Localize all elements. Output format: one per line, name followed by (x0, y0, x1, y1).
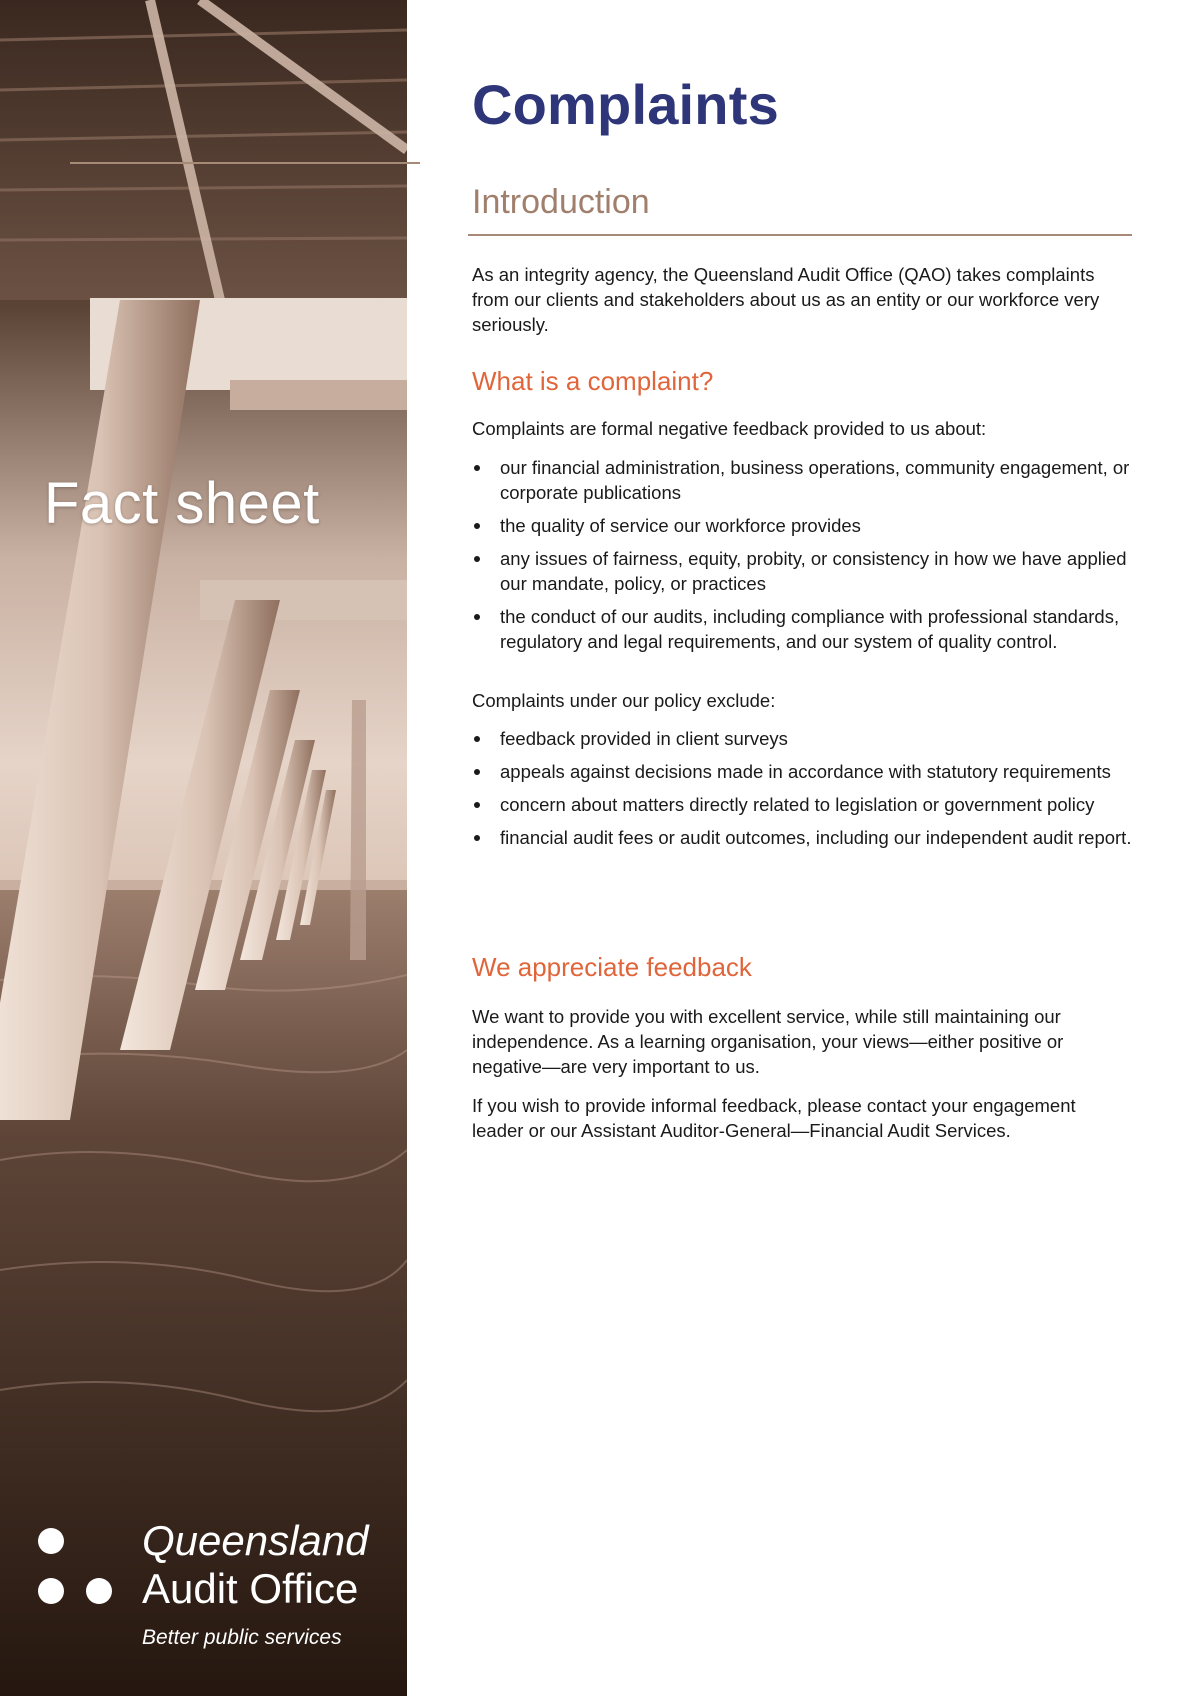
logo-dot-icon (38, 1528, 64, 1554)
introduction-divider (468, 234, 1132, 236)
introduction-paragraph: As an integrity agency, the Queensland Audit Office (QAO) takes complaints from our clients and stakeholders about us as an entity or our workforce very seriously. (472, 264, 1100, 335)
feedback-heading: We appreciate feedback (472, 952, 752, 982)
list-item: our financial administration, business operations, community engagement, or corporate publications (472, 455, 1132, 505)
logo-dot-icon (86, 1578, 112, 1604)
list-item: the quality of service our workforce provides (472, 513, 1132, 538)
jetty-photo-illustration (0, 0, 407, 1696)
list-item: the conduct of our audits, including compliance with professional standards, regulatory and legal requirements, and our system of quality control. (472, 604, 1132, 654)
list-item: feedback provided in client surveys (472, 726, 1132, 751)
fact-sheet-label: Fact sheet (44, 471, 320, 536)
exclusions-lead-in: Complaints under our policy exclude: (472, 690, 776, 711)
title-accent-line (70, 162, 420, 164)
feedback-paragraph-2: If you wish to provide informal feedback, please contact your engagement leader or our Assistant Auditor-General—Financial Audit Services. (472, 1095, 1076, 1141)
complaint-list (472, 455, 1132, 662)
feedback-paragraph-1: We want to provide you with excellent service, while still maintaining our independence. As a learning organisation, your views—either positive or negative—are very important to us. (472, 1006, 1064, 1077)
what-is-complaint-heading: What is a complaint? (472, 366, 714, 396)
logo-name-line2: Audit Office (142, 1565, 359, 1612)
introduction-heading: Introduction (472, 183, 650, 221)
page-title: Complaints (472, 73, 779, 136)
qao-logo (36, 1512, 396, 1662)
list-item: any issues of fairness, equity, probity, or consistency in how we have applied our mandate, policy, or practices (472, 546, 1132, 596)
list-item: concern about matters directly related to legislation or government policy (472, 792, 1132, 817)
logo-name-line1: Queensland (142, 1517, 369, 1564)
cover-photo-panel (0, 0, 407, 1696)
list-item: appeals against decisions made in accordance with statutory requirements (472, 759, 1132, 784)
complaint-lead-in: Complaints are formal negative feedback provided to us about: (472, 418, 987, 439)
exclusions-list (472, 726, 1132, 858)
logo-dot-icon (38, 1578, 64, 1604)
logo-tagline: Better public services (142, 1626, 342, 1649)
list-item: financial audit fees or audit outcomes, including our independent audit report. (472, 825, 1132, 850)
